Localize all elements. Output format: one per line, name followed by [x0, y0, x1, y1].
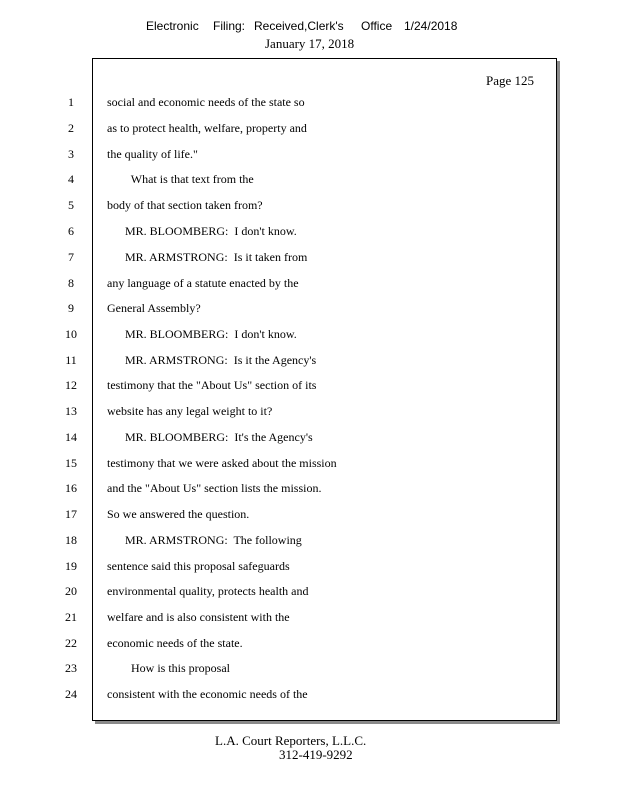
line-text: So we answered the question.	[107, 507, 250, 521]
line-text: any language of a statute enacted by the	[107, 276, 299, 290]
line-number: 7	[68, 250, 74, 264]
page-number: Page 125	[485, 73, 534, 88]
line-number: 8	[68, 276, 74, 290]
line-text: MR. BLOOMBERG: It's the Agency's	[107, 430, 313, 444]
line-number: 9	[68, 301, 74, 315]
line-number: 22	[65, 636, 77, 650]
line-text: testimony that the "About Us" section of its	[107, 378, 317, 392]
stamp-word-filing: Filing:	[213, 19, 246, 33]
line-number: 4	[68, 172, 74, 186]
line-number: 1	[68, 95, 74, 109]
line-number: 15	[65, 456, 77, 470]
line-number: 19	[65, 559, 77, 573]
line-text: welfare and is also consistent with the	[107, 610, 290, 624]
line-text: MR. ARMSTRONG: Is it the Agency's	[107, 353, 317, 367]
stamp-word-office: Office	[361, 19, 393, 33]
line-text: as to protect health, welfare, property and	[107, 121, 307, 135]
line-text: website has any legal weight to it?	[107, 404, 273, 418]
line-number: 23	[65, 661, 77, 675]
stamp-word-received: Received,Clerk's	[254, 19, 344, 33]
line-number: 10	[65, 327, 77, 341]
line-text: General Assembly?	[107, 301, 201, 315]
line-number: 6	[68, 224, 74, 238]
line-text: MR. BLOOMBERG: I don't know.	[107, 224, 297, 238]
line-text: social and economic needs of the state so	[107, 95, 305, 109]
line-text: testimony that we were asked about the mission	[107, 456, 337, 470]
line-text: environmental quality, protects health and	[107, 584, 309, 598]
line-number: 11	[65, 353, 77, 367]
line-number: 16	[65, 481, 77, 495]
line-text: MR. ARMSTRONG: The following	[107, 533, 302, 547]
stamp-word-electronic: Electronic	[146, 19, 199, 33]
line-text: MR. BLOOMBERG: I don't know.	[107, 327, 297, 341]
line-number: 5	[68, 198, 74, 212]
line-number: 12	[65, 378, 77, 392]
filing-stamp	[0, 19, 618, 37]
line-number: 14	[65, 430, 77, 444]
stamp-date: 1/24/2018	[404, 19, 458, 33]
line-text: the quality of life."	[107, 147, 198, 161]
line-number: 3	[68, 147, 74, 161]
line-number: 17	[65, 507, 77, 521]
line-number: 21	[65, 610, 77, 624]
line-number: 2	[68, 121, 74, 135]
footer-phone: 312-419-9292	[279, 747, 353, 762]
line-text: economic needs of the state.	[107, 636, 243, 650]
line-text: sentence said this proposal safeguards	[107, 559, 290, 573]
line-number: 18	[65, 533, 77, 547]
line-text: What is that text from the	[107, 172, 254, 186]
line-text: MR. ARMSTRONG: Is it taken from	[107, 250, 308, 264]
line-number: 13	[65, 404, 77, 418]
line-text: How is this proposal	[107, 661, 230, 675]
line-number: 24	[65, 687, 77, 701]
line-text: body of that section taken from?	[107, 198, 263, 212]
footer-company: L.A. Court Reporters, L.L.C.	[215, 733, 367, 748]
line-number: 20	[65, 584, 77, 598]
line-text: consistent with the economic needs of the	[107, 687, 308, 701]
line-text: and the "About Us" section lists the mission.	[107, 481, 322, 495]
filed-date: January 17, 2018	[265, 36, 355, 51]
